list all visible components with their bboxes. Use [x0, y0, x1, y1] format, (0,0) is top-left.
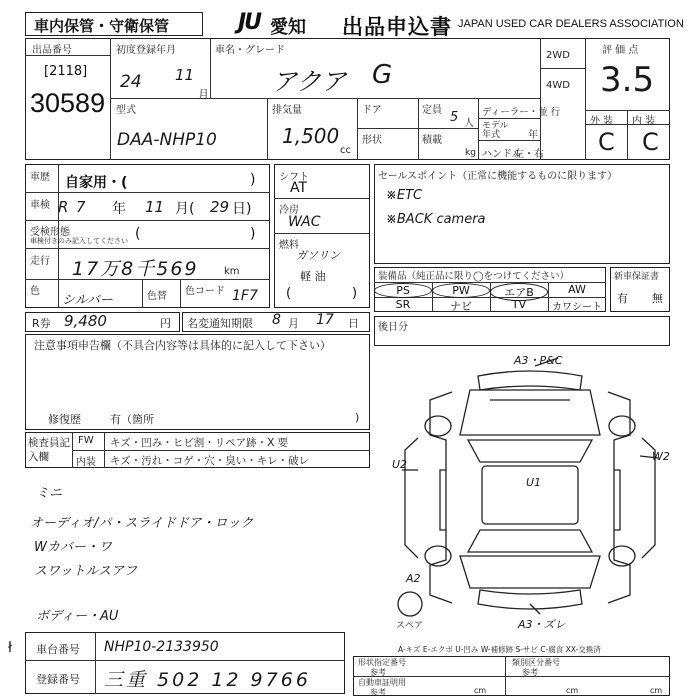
- name-change-label: 名変通知期限: [187, 317, 253, 330]
- lot-number: 30589: [30, 88, 106, 118]
- equip-ps: PS: [374, 283, 432, 298]
- capacity-value: 5: [450, 110, 459, 125]
- acceptance-open: (: [135, 226, 141, 242]
- first-reg-year: 24: [120, 72, 142, 92]
- shift-label: シフト: [279, 172, 309, 183]
- shape-label: 形状: [362, 135, 382, 146]
- reg-cert-sub: 参考: [370, 688, 386, 697]
- color-code-label: 色コード: [185, 286, 225, 297]
- lot-label: 出品番号: [32, 45, 72, 56]
- spare-label: スペア: [396, 621, 424, 631]
- acceptance-label: 受検形態: [30, 227, 70, 238]
- diagram-label-a3-top: A3・P&C: [514, 354, 563, 367]
- repair-history-label: 修復歴: [48, 413, 81, 426]
- storage-tag: 車内保管・守衛保管: [34, 17, 170, 35]
- dealer-import-label: ディーラー・並 行: [482, 107, 561, 118]
- inspector-fw: FW: [78, 435, 94, 446]
- fuel-label: 燃料: [279, 240, 299, 251]
- inspection-month-unit: 月(: [175, 201, 195, 217]
- color-label: 色: [30, 286, 40, 297]
- class-cert-sub: 参考: [522, 668, 538, 677]
- acceptance-close: ): [250, 226, 256, 242]
- first-reg-month-unit: 月: [198, 88, 209, 101]
- name-change-day-unit: 日: [348, 317, 359, 330]
- damage-legend: A-キズ E-エクボ U-凹み W-補修跡 S-サビ C-腐食 XX-交換済: [398, 645, 601, 654]
- price-unit: 円: [160, 317, 171, 330]
- reg-number-value: 三重 502 12 9766: [104, 669, 311, 691]
- inspector-fw-items: キズ・凹み・ヒビ割・リペア跡・X 要: [110, 437, 289, 449]
- score-label: 評 価 点: [602, 45, 639, 56]
- diagram-label-u1: U1: [526, 476, 542, 489]
- diagram-label-a3-bottom: A3・ズレ: [518, 618, 566, 631]
- reg-cert-cm-2: cm: [566, 686, 579, 695]
- mileage-unit: km: [224, 266, 240, 277]
- fuel-close: ): [352, 286, 358, 301]
- shape-cert-sub: 参考: [370, 668, 386, 677]
- door-label: ドア: [362, 105, 382, 116]
- capacity-unit: 人: [464, 118, 474, 129]
- drive-2wd: 2WD: [546, 50, 570, 61]
- handwritten-note-2: オーディオ/パ・スライドドア・ロック: [30, 516, 254, 531]
- fuel-gasoline: ガソリン: [296, 249, 340, 262]
- diagram-label-a2: A2: [406, 572, 421, 585]
- model-year-unit: 年: [528, 130, 538, 141]
- color-value: シルバー: [62, 293, 113, 308]
- class-cert-label: 類別区分番号: [512, 658, 560, 667]
- history-close: ): [250, 172, 256, 188]
- org-name: 愛知: [270, 17, 306, 38]
- score-value: 3.5: [600, 60, 655, 100]
- equip-sr: SR: [395, 298, 411, 311]
- acceptance-note: 車検付きのみ記入してください: [30, 237, 128, 245]
- color-code-value: 1F7: [232, 288, 258, 304]
- first-reg-month: 11: [175, 66, 195, 84]
- warranty-label: 新車保証書: [614, 272, 660, 282]
- sales-point-2: ※BACK camera: [386, 212, 486, 227]
- equip-airbag: エアB: [490, 283, 548, 301]
- inspection-era: R: [58, 198, 69, 216]
- equip-seat: カワシート: [552, 302, 602, 313]
- equip-aw: AW: [568, 283, 586, 296]
- cooler-label: 冷房: [279, 205, 299, 216]
- model-year-label: モデル年式: [482, 121, 509, 140]
- diagram-label-u2: U2: [392, 458, 408, 471]
- inspection-year-unit: 年: [112, 201, 126, 217]
- capacity-label: 定員: [422, 105, 442, 116]
- warranty-yes: 有: [617, 292, 628, 305]
- sales-point-1: ※ETC: [386, 188, 423, 203]
- car-grade: G: [372, 60, 393, 90]
- notes-label: 注意事項申告欄（不具合内容等は具体的に記入して下さい）: [34, 339, 331, 352]
- car-name-label: 車名・グレード: [215, 45, 285, 56]
- price-label: R券: [32, 317, 51, 330]
- inspection-label: 車検: [30, 200, 50, 211]
- handwritten-note-4: スワットルスアフ: [34, 564, 137, 579]
- chassis-label: 車台番号: [36, 643, 80, 656]
- reg-cert-cm-1: cm: [474, 686, 487, 695]
- price-value: 9,480: [64, 312, 107, 330]
- repair-history-value: 有（箇所: [110, 413, 154, 426]
- drive-4wd: 4WD: [546, 80, 570, 91]
- inspection-month: 11: [145, 198, 165, 216]
- model-label: 型式: [116, 105, 136, 116]
- association-name: JAPAN USED CAR DEALERS ASSOCIATION: [458, 18, 684, 30]
- displacement-value: 1,500: [282, 124, 340, 148]
- chassis-value: NHP10-2133950: [104, 639, 219, 655]
- displacement-label: 排気量: [272, 105, 302, 116]
- handwritten-note-1: ミニ: [36, 486, 63, 501]
- handle-label: ハンドル: [482, 149, 522, 160]
- reg-cert-cm-3: cm: [650, 686, 663, 695]
- inspector-interior-items: キズ・汚れ・コゲ・穴・臭い・キレ・破レ: [110, 455, 310, 467]
- handle-options: 左・右: [514, 149, 544, 160]
- form-title: 出品申込書: [342, 15, 452, 39]
- history-label: 車歴: [30, 172, 50, 183]
- lot-bracket-number: [2118]: [44, 64, 88, 79]
- after-day-label: 後日分: [378, 322, 408, 333]
- equip-tv: TV: [511, 298, 527, 311]
- color-change-label: 色替: [147, 291, 167, 302]
- inspection-year: 7: [76, 198, 86, 216]
- weight-label: 積載: [422, 135, 442, 146]
- inspection-day: 29: [210, 198, 230, 216]
- name-change-month: 8: [272, 312, 281, 328]
- name-change-month-unit: 月: [288, 317, 299, 330]
- reg-number-label: 登録番号: [36, 673, 80, 686]
- name-change-day: 17: [316, 312, 334, 328]
- fuel-open: (: [286, 286, 292, 301]
- inspector-label: 検査員記入欄: [28, 437, 70, 463]
- displacement-unit: cc: [340, 145, 351, 156]
- model-value: DAA-NHP10: [117, 130, 217, 150]
- weight-unit: kg: [465, 148, 476, 158]
- handwritten-note-3: Wカバー・ワ: [34, 540, 112, 555]
- reg-cert-label: 自動車証明用: [358, 678, 406, 687]
- equipment-label: 装備品（純正品に限り◯をつけてください）: [378, 271, 570, 282]
- shape-cert-label: 形状指定番号: [358, 658, 406, 667]
- score-int: C: [642, 128, 659, 156]
- mileage-value: 17万8千569: [72, 258, 199, 280]
- score-ext: C: [598, 128, 615, 156]
- inspection-day-unit: 日): [232, 201, 252, 217]
- car-name: アクア: [272, 67, 347, 96]
- score-ext-label: 外 装: [590, 116, 614, 127]
- shift-value: AT: [290, 180, 308, 196]
- history-value: 自家用・(: [65, 175, 128, 191]
- repair-history-close: ): [355, 411, 360, 424]
- ju-logo: JU: [238, 10, 261, 35]
- handwritten-note-5: ボディー・AU: [36, 609, 119, 624]
- diagram-label-w2: W2: [652, 450, 670, 463]
- first-reg-label: 初度登録年月: [116, 45, 176, 56]
- sales-points-label: セールスポイント（正常に機能するものに限ります）: [378, 171, 618, 182]
- cooler-value: WAC: [288, 214, 321, 230]
- check-mark: ł: [8, 640, 12, 656]
- warranty-no: 無: [652, 292, 663, 305]
- inspector-interior: 内装: [76, 457, 96, 468]
- score-int-label: 内 装: [632, 116, 656, 127]
- equip-pw: PW: [432, 283, 490, 298]
- equip-navi: ナビ: [450, 300, 472, 313]
- mileage-label: 走行: [30, 256, 50, 267]
- fuel-light-oil: 軽 油: [300, 270, 326, 283]
